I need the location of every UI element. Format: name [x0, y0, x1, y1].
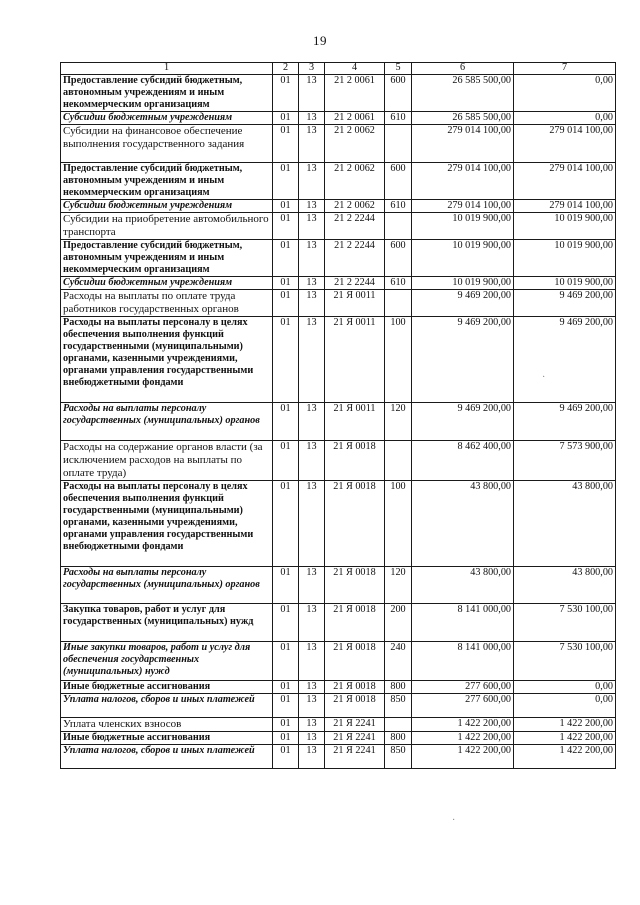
row-target-article: 21 Я 2241 — [325, 718, 385, 732]
row-subsection: 13 — [299, 745, 325, 769]
row-amount-year2: 10 019 900,00 — [514, 277, 616, 290]
col-header-5: 5 — [385, 63, 412, 75]
row-section: 01 — [273, 745, 299, 769]
row-amount-year1: 43 800,00 — [412, 567, 514, 604]
row-amount-year2: 1 422 200,00 — [514, 745, 616, 769]
col-header-6: 6 — [412, 63, 514, 75]
table-row — [61, 290, 616, 317]
row-amount-year1: 43 800,00 — [412, 481, 514, 567]
row-expense-type: 600 — [385, 240, 412, 277]
row-section: 01 — [273, 481, 299, 567]
row-name: Расходы на содержание органов власти (за исключением расходов на выплаты по оплате труда) — [61, 441, 273, 481]
row-amount-year1: 9 469 200,00 — [412, 317, 514, 403]
row-target-article: 21 2 0062 — [325, 163, 385, 200]
table-row — [61, 604, 616, 642]
row-target-article: 21 2 2244 — [325, 240, 385, 277]
budget-table — [60, 62, 616, 769]
row-amount-year2: 1 422 200,00 — [514, 718, 616, 732]
row-section: 01 — [273, 441, 299, 481]
row-name: Расходы на выплаты персоналу в целях обеспечения выполнения функций государственными (муниципальными) органами, казенными учреждениями, органами управления государственными внебюджетными фондами — [61, 481, 273, 567]
row-name: Иные бюджетные ассигнования — [61, 681, 273, 694]
row-expense-type — [385, 125, 412, 163]
row-expense-type: 610 — [385, 112, 412, 125]
row-subsection: 13 — [299, 213, 325, 240]
row-name: Субсидии бюджетным учреждениям — [61, 112, 273, 125]
row-amount-year2: 0,00 — [514, 681, 616, 694]
row-amount-year1: 279 014 100,00 — [412, 163, 514, 200]
row-expense-type: 610 — [385, 277, 412, 290]
row-target-article: 21 Я 0018 — [325, 567, 385, 604]
row-amount-year1: 9 469 200,00 — [412, 290, 514, 317]
row-amount-year2: 279 014 100,00 — [514, 125, 616, 163]
row-section: 01 — [273, 718, 299, 732]
row-expense-type: 240 — [385, 642, 412, 681]
table-row — [61, 732, 616, 745]
row-expense-type — [385, 718, 412, 732]
row-subsection: 13 — [299, 481, 325, 567]
table-row — [61, 240, 616, 277]
table-row — [61, 112, 616, 125]
row-expense-type: 850 — [385, 745, 412, 769]
table-row — [61, 481, 616, 567]
row-subsection: 13 — [299, 277, 325, 290]
row-expense-type: 100 — [385, 317, 412, 403]
row-name: Субсидии бюджетным учреждениям — [61, 277, 273, 290]
row-amount-year2: 0,00 — [514, 75, 616, 112]
row-name: Уплата налогов, сборов и иных платежей — [61, 745, 273, 769]
page-number: 19 — [313, 33, 327, 48]
row-target-article: 21 Я 0011 — [325, 317, 385, 403]
row-expense-type: 800 — [385, 732, 412, 745]
row-subsection: 13 — [299, 403, 325, 441]
table-row — [61, 317, 616, 403]
col-header-3: 3 — [299, 63, 325, 75]
row-target-article: 21 Я 2241 — [325, 732, 385, 745]
table-row — [61, 200, 616, 213]
row-section: 01 — [273, 200, 299, 213]
row-section: 01 — [273, 732, 299, 745]
row-amount-year1: 26 585 500,00 — [412, 75, 514, 112]
table-row — [61, 718, 616, 732]
row-amount-year1: 9 469 200,00 — [412, 403, 514, 441]
row-target-article: 21 Я 2241 — [325, 745, 385, 769]
row-target-article: 21 Я 0018 — [325, 481, 385, 567]
row-subsection: 13 — [299, 732, 325, 745]
row-name: Иные закупки товаров, работ и услуг для обеспечения государственных (муниципальных) нужд — [61, 642, 273, 681]
row-expense-type: 600 — [385, 75, 412, 112]
row-amount-year1: 1 422 200,00 — [412, 732, 514, 745]
row-amount-year1: 10 019 900,00 — [412, 213, 514, 240]
row-amount-year1: 277 600,00 — [412, 694, 514, 718]
row-amount-year1: 1 422 200,00 — [412, 718, 514, 732]
row-section: 01 — [273, 403, 299, 441]
row-section: 01 — [273, 694, 299, 718]
row-name: Расходы на выплаты персоналу государственных (муниципальных) органов — [61, 403, 273, 441]
row-target-article: 21 2 2244 — [325, 277, 385, 290]
row-amount-year2: 1 422 200,00 — [514, 732, 616, 745]
row-expense-type: 600 — [385, 163, 412, 200]
row-target-article: 21 Я 0018 — [325, 694, 385, 718]
row-section: 01 — [273, 277, 299, 290]
row-target-article: 21 Я 0018 — [325, 604, 385, 642]
col-header-7: 7 — [514, 63, 616, 75]
row-amount-year2: 9 469 200,00 — [514, 290, 616, 317]
row-section: 01 — [273, 681, 299, 694]
row-target-article: 21 Я 0011 — [325, 403, 385, 441]
row-amount-year1: 8 141 000,00 — [412, 604, 514, 642]
row-section: 01 — [273, 642, 299, 681]
row-name: Расходы на выплаты персоналу государственных (муниципальных) органов — [61, 567, 273, 604]
scan-mark: · — [542, 372, 546, 383]
row-amount-year2: 7 530 100,00 — [514, 604, 616, 642]
row-amount-year2: 43 800,00 — [514, 567, 616, 604]
row-subsection: 13 — [299, 681, 325, 694]
row-subsection: 13 — [299, 200, 325, 213]
table-row — [61, 642, 616, 681]
row-amount-year2: 0,00 — [514, 112, 616, 125]
row-name: Предоставление субсидий бюджетным, автономным учреждениям и иным некоммерческим организациям — [61, 75, 273, 112]
col-header-2: 2 — [273, 63, 299, 75]
row-target-article: 21 Я 0018 — [325, 642, 385, 681]
row-subsection: 13 — [299, 290, 325, 317]
table-row — [61, 745, 616, 769]
row-target-article: 21 2 0062 — [325, 200, 385, 213]
row-subsection: 13 — [299, 642, 325, 681]
row-section: 01 — [273, 567, 299, 604]
row-target-article: 21 2 0061 — [325, 75, 385, 112]
row-name: Субсидии на приобретение автомобильного транспорта — [61, 213, 273, 240]
row-name: Иные бюджетные ассигнования — [61, 732, 273, 745]
row-expense-type: 100 — [385, 481, 412, 567]
row-target-article: 21 2 0061 — [325, 112, 385, 125]
row-section: 01 — [273, 125, 299, 163]
row-subsection: 13 — [299, 163, 325, 200]
row-amount-year2: 279 014 100,00 — [514, 163, 616, 200]
row-name: Расходы на выплаты персоналу в целях обеспечения выполнения функций государственными (муниципальными) органами, казенными учреждениями, органами управления государственными внебюджетными фондами — [61, 317, 273, 403]
col-header-4: 4 — [325, 63, 385, 75]
row-subsection: 13 — [299, 75, 325, 112]
table-row — [61, 163, 616, 200]
row-amount-year1: 10 019 900,00 — [412, 277, 514, 290]
row-subsection: 13 — [299, 112, 325, 125]
row-amount-year1: 8 141 000,00 — [412, 642, 514, 681]
row-target-article: 21 2 2244 — [325, 213, 385, 240]
row-subsection: 13 — [299, 240, 325, 277]
scan-mark: · — [452, 815, 456, 826]
row-name: Субсидии бюджетным учреждениям — [61, 200, 273, 213]
row-expense-type: 120 — [385, 567, 412, 604]
row-amount-year1: 1 422 200,00 — [412, 745, 514, 769]
row-expense-type: 200 — [385, 604, 412, 642]
row-section: 01 — [273, 290, 299, 317]
row-subsection: 13 — [299, 441, 325, 481]
table-row — [61, 75, 616, 112]
row-subsection: 13 — [299, 718, 325, 732]
table-row — [61, 125, 616, 163]
row-amount-year1: 10 019 900,00 — [412, 240, 514, 277]
row-section: 01 — [273, 604, 299, 642]
row-subsection: 13 — [299, 317, 325, 403]
row-target-article: 21 Я 0018 — [325, 441, 385, 481]
table-row — [61, 213, 616, 240]
row-subsection: 13 — [299, 694, 325, 718]
row-subsection: 13 — [299, 604, 325, 642]
row-amount-year2: 0,00 — [514, 694, 616, 718]
row-amount-year2: 9 469 200,00 — [514, 317, 616, 403]
row-expense-type — [385, 441, 412, 481]
row-section: 01 — [273, 240, 299, 277]
table-row — [61, 441, 616, 481]
row-amount-year1: 279 014 100,00 — [412, 125, 514, 163]
row-expense-type — [385, 213, 412, 240]
row-amount-year2: 10 019 900,00 — [514, 240, 616, 277]
row-target-article: 21 Я 0018 — [325, 681, 385, 694]
row-amount-year2: 9 469 200,00 — [514, 403, 616, 441]
col-header-1: 1 — [61, 63, 273, 75]
row-target-article: 21 Я 0011 — [325, 290, 385, 317]
row-amount-year2: 7 530 100,00 — [514, 642, 616, 681]
row-target-article: 21 2 0062 — [325, 125, 385, 163]
table-row — [61, 567, 616, 604]
row-name: Предоставление субсидий бюджетным, автономным учреждениям и иным некоммерческим организациям — [61, 240, 273, 277]
row-expense-type: 800 — [385, 681, 412, 694]
row-subsection: 13 — [299, 567, 325, 604]
row-expense-type — [385, 290, 412, 317]
row-name: Уплата членских взносов — [61, 718, 273, 732]
row-name: Расходы на выплаты по оплате труда работников государственных органов — [61, 290, 273, 317]
row-section: 01 — [273, 75, 299, 112]
row-expense-type: 850 — [385, 694, 412, 718]
row-section: 01 — [273, 213, 299, 240]
row-name: Субсидии на финансовое обеспечение выполнения государственного задания — [61, 125, 273, 163]
table-row — [61, 403, 616, 441]
row-amount-year1: 26 585 500,00 — [412, 112, 514, 125]
row-section: 01 — [273, 317, 299, 403]
row-name: Уплата налогов, сборов и иных платежей — [61, 694, 273, 718]
table-row — [61, 681, 616, 694]
row-expense-type: 120 — [385, 403, 412, 441]
row-subsection: 13 — [299, 125, 325, 163]
row-amount-year2: 43 800,00 — [514, 481, 616, 567]
row-section: 01 — [273, 163, 299, 200]
row-expense-type: 610 — [385, 200, 412, 213]
column-number-row — [61, 63, 616, 75]
row-amount-year2: 10 019 900,00 — [514, 213, 616, 240]
row-amount-year2: 279 014 100,00 — [514, 200, 616, 213]
row-amount-year1: 8 462 400,00 — [412, 441, 514, 481]
row-name: Закупка товаров, работ и услуг для государственных (муниципальных) нужд — [61, 604, 273, 642]
row-amount-year1: 279 014 100,00 — [412, 200, 514, 213]
table-row — [61, 694, 616, 718]
row-amount-year2: 7 573 900,00 — [514, 441, 616, 481]
row-section: 01 — [273, 112, 299, 125]
row-name: Предоставление субсидий бюджетным, автономным учреждениям и иным некоммерческим организациям — [61, 163, 273, 200]
table-row — [61, 277, 616, 290]
row-amount-year1: 277 600,00 — [412, 681, 514, 694]
